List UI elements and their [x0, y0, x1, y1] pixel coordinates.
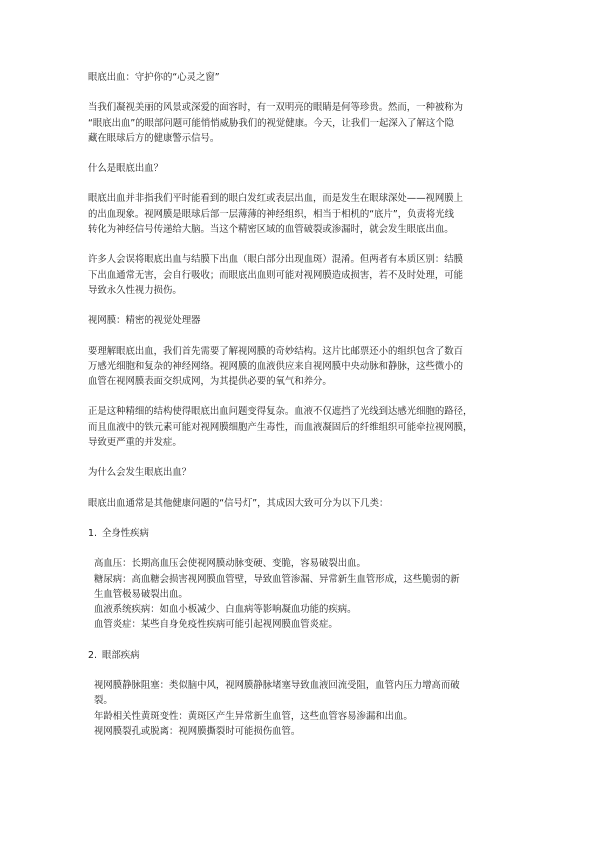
group-number: 1. [88, 527, 97, 539]
list-item: 糖尿病：高血糖会损害视网膜血管壁，导致血管渗漏、异常新生血管形成，这些脆弱的新 [94, 573, 460, 585]
list-item: 年龄相关性黄斑变性：黄斑区产生异常新生血管，这些血管容易渗漏和出血。 [94, 710, 413, 722]
ocular-causes-list [88, 678, 507, 739]
list-item: 视网膜裂孔或脱离：视网膜撕裂时可能损伤血管。 [94, 725, 301, 737]
paragraph-line: 下出血通常无害，会自行吸收；而眼底出血则可能对视网膜造成损害，若不及时处理，可能 [88, 269, 464, 281]
list-item: 生血管极易破裂出血。 [94, 588, 188, 600]
paragraph-line: 正是这种精细的结构使得眼底出血问题变得复杂。血液不仅遮挡了光线到达感光细胞的路径， [88, 406, 473, 418]
group-heading-systemic [88, 526, 507, 541]
paragraph-line: 而且血液中的铁元素可能对视网膜细胞产生毒性，而血液凝固后的纤维组织可能牵拉视网膜， [88, 421, 473, 433]
section-heading-retina: 视网膜：精密的视觉处理器 [88, 315, 201, 327]
intro-line: 藏在眼球后方的健康警示信号。 [88, 132, 220, 144]
group-title: 全身性疾病 [102, 527, 149, 539]
list-item: 血液系统疾病：如血小板减少、白血病等影响凝血功能的疾病。 [94, 604, 357, 616]
paragraph-line: 导致永久性视力损伤。 [88, 284, 182, 296]
group-title: 眼部疾病 [102, 649, 140, 661]
list-item: 裂。 [94, 695, 113, 707]
paragraph-line: 的出血现象。视网膜是眼球后部一层薄薄的神经组织，相当于相机的“底片”，负责将光线 [88, 208, 454, 220]
section2-paragraph-1 [88, 344, 507, 390]
group-heading-ocular [88, 648, 507, 663]
group-number: 2. [88, 649, 97, 661]
paragraph-line: 许多人会误将眼底出血与结膜下出血（眼白部分出现血斑）混淆。但两者有本质区别：结膜 [88, 254, 464, 266]
document-title: 眼底出血：守护你的“心灵之窗” [88, 72, 220, 83]
paragraph-line: 要理解眼底出血，我们首先需要了解视网膜的奇妙结构。这片比邮票还小的组织包含了数百 [88, 345, 464, 357]
paragraph-line: 转化为神经信号传递给大脑。当这个精密区域的血管破裂或渗漏时，就会发生眼底出血。 [88, 224, 454, 236]
intro-paragraph [88, 100, 507, 146]
intro-line: “眼底出血”的眼部问题可能悄悄威胁我们的视觉健康。今天，让我们一起深入了解这个隐 [88, 117, 454, 129]
paragraph-line: 导致更严重的并发症。 [88, 437, 182, 449]
list-item: 高血压：长期高血压会使视网膜动脉变硬、变脆，容易破裂出血。 [94, 558, 366, 570]
causes-intro: 眼底出血通常是其他健康问题的“信号灯”，其成因大致可分为以下几类： [88, 497, 389, 509]
systemic-causes-list [88, 556, 507, 632]
section-heading-causes: 为什么会发生眼底出血？ [88, 467, 192, 479]
paragraph-line: 血管在视网膜表面交织成网，为其提供必要的氧气和养分。 [88, 376, 332, 388]
paragraph-line: 万感光细胞和复杂的神经网络。视网膜的血液供应来自视网膜中央动脉和静脉，这些微小的 [88, 360, 464, 372]
list-item: 视网膜静脉阻塞：类似脑中风，视网膜静脉堵塞导致血液回流受阻，血管内压力增高而破 [94, 680, 460, 692]
paragraph-line: 眼底出血并非指我们平时能看到的眼白发红或表层出血，而是发生在眼球深处——视网膜上 [88, 193, 464, 205]
section-heading-what-is: 什么是眼底出血？ [88, 163, 164, 175]
section2-paragraph-2 [88, 404, 507, 450]
section1-paragraph-1 [88, 191, 507, 237]
list-item: 血管炎症：某些自身免疫性疾病可能引起视网膜血管炎症。 [94, 619, 338, 631]
section1-paragraph-2 [88, 252, 507, 298]
intro-line: 当我们凝视美丽的风景或深爱的面容时，有一双明亮的眼睛是何等珍贵。然而，一种被称为 [88, 102, 464, 114]
